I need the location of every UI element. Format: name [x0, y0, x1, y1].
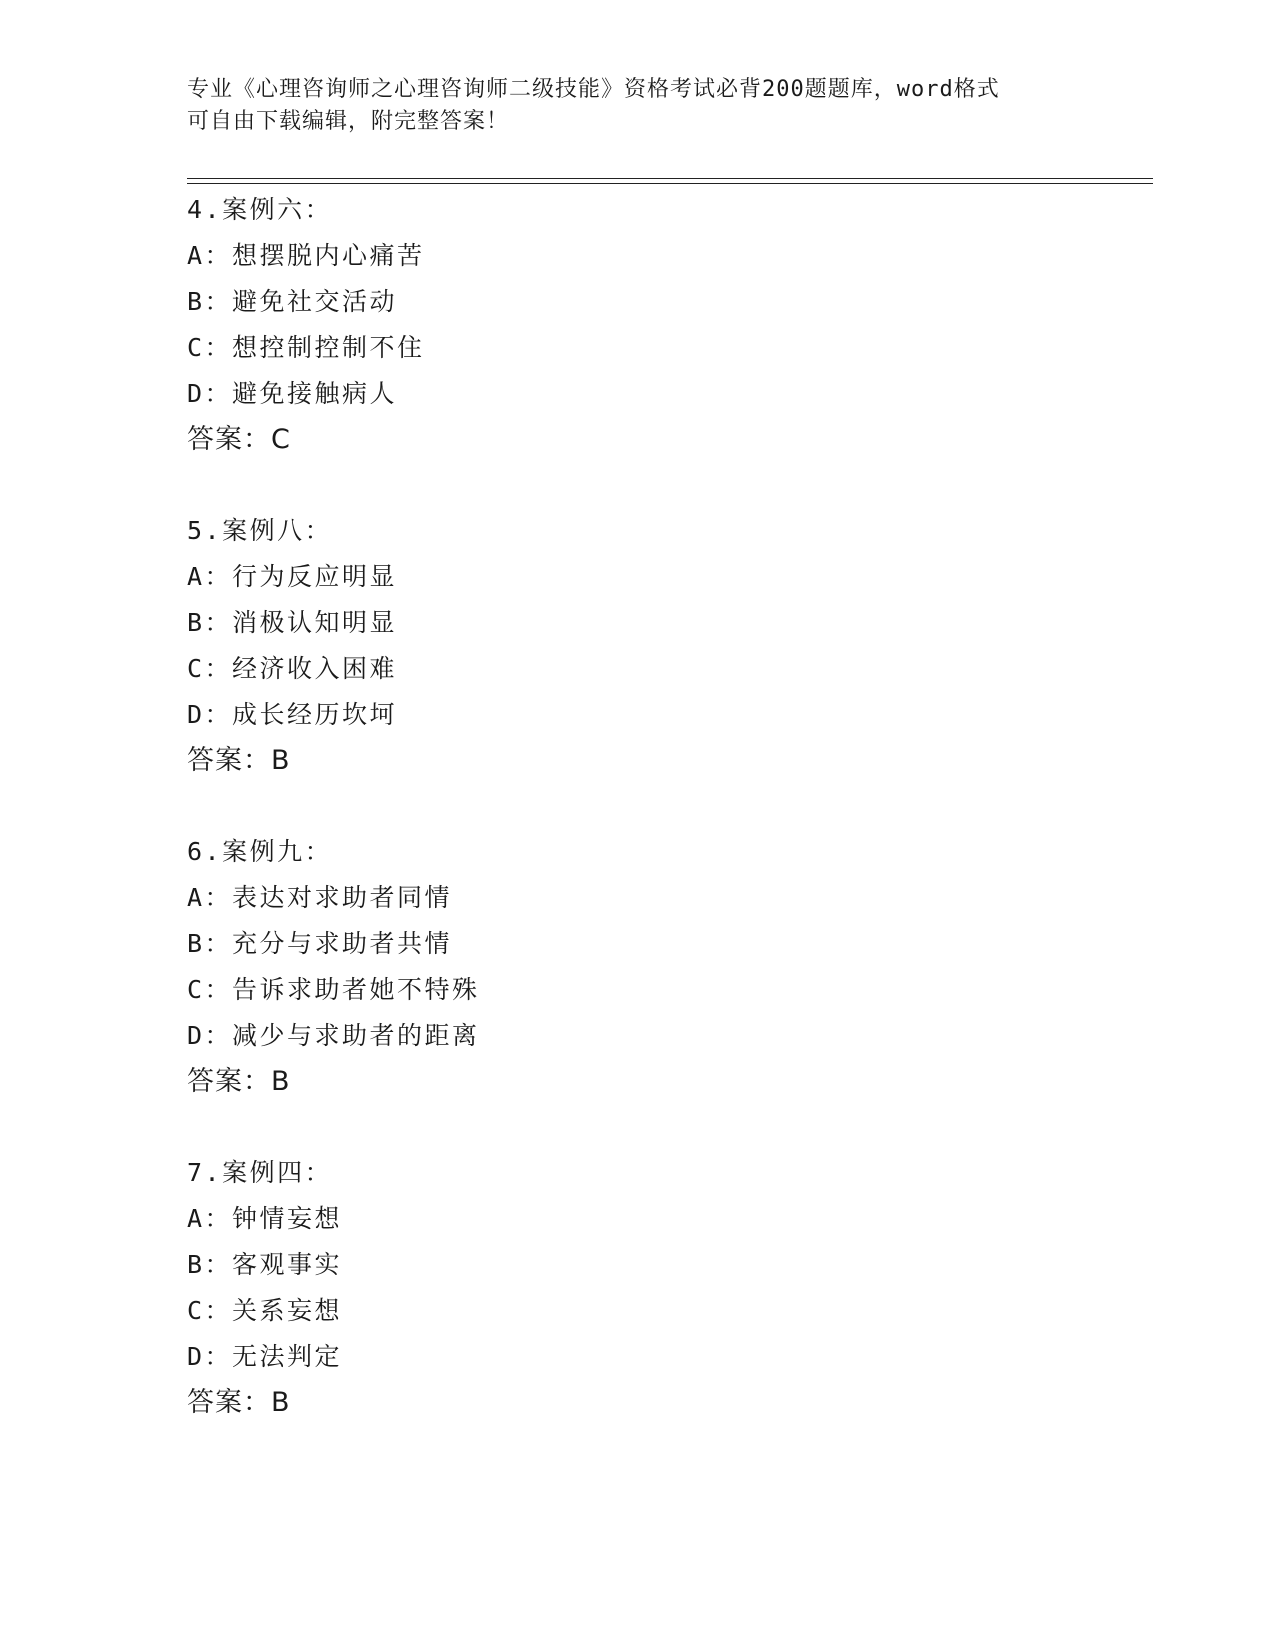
- option-c: C：想控制控制不住: [187, 333, 425, 362]
- option-c: C：告诉求助者她不特殊: [187, 975, 480, 1004]
- option-b: B：避免社交活动: [187, 287, 398, 316]
- question-title: 7.案例四：: [187, 1158, 333, 1187]
- question-4: [187, 187, 1147, 508]
- question-5: [187, 508, 1147, 829]
- question-title: 4.案例六：: [187, 195, 333, 224]
- option-b: B：消极认知明显: [187, 608, 398, 637]
- option-a: A：行为反应明显: [187, 562, 398, 591]
- option-d: D：减少与求助者的距离: [187, 1021, 480, 1050]
- option-d: D：成长经历坎坷: [187, 700, 398, 729]
- question-spacer: [187, 463, 1147, 508]
- question-list: [187, 187, 1147, 1426]
- option-d: D：避免接触病人: [187, 379, 398, 408]
- answer: 答案：B: [187, 1066, 291, 1097]
- option-a: A：想摆脱内心痛苦: [187, 241, 425, 270]
- option-b: B：充分与求助者共情: [187, 929, 453, 958]
- question-title: 5.案例八：: [187, 516, 333, 545]
- option-c: C：关系妄想: [187, 1296, 343, 1325]
- question-7: [187, 1150, 1147, 1426]
- header-line-2: 可自由下载编辑，附完整答案！: [187, 109, 510, 134]
- header-line-1: 专业《心理咨询师之心理咨询师二级技能》资格考试必背200题题库，word格式: [187, 77, 1000, 102]
- header-divider-bottom: [187, 183, 1153, 184]
- question-title: 6.案例九：: [187, 837, 333, 866]
- answer: 答案：B: [187, 745, 291, 776]
- header-divider-top: [187, 178, 1153, 179]
- option-d: D：无法判定: [187, 1342, 343, 1371]
- answer: 答案：C: [187, 424, 291, 455]
- question-6: [187, 829, 1147, 1150]
- option-a: A：钟情妄想: [187, 1204, 343, 1233]
- question-spacer: [187, 1105, 1147, 1150]
- question-spacer: [187, 784, 1147, 829]
- answer: 答案：B: [187, 1387, 291, 1418]
- option-a: A：表达对求助者同情: [187, 883, 453, 912]
- option-c: C：经济收入困难: [187, 654, 398, 683]
- option-b: B：客观事实: [187, 1250, 343, 1279]
- document-header: [187, 74, 1087, 138]
